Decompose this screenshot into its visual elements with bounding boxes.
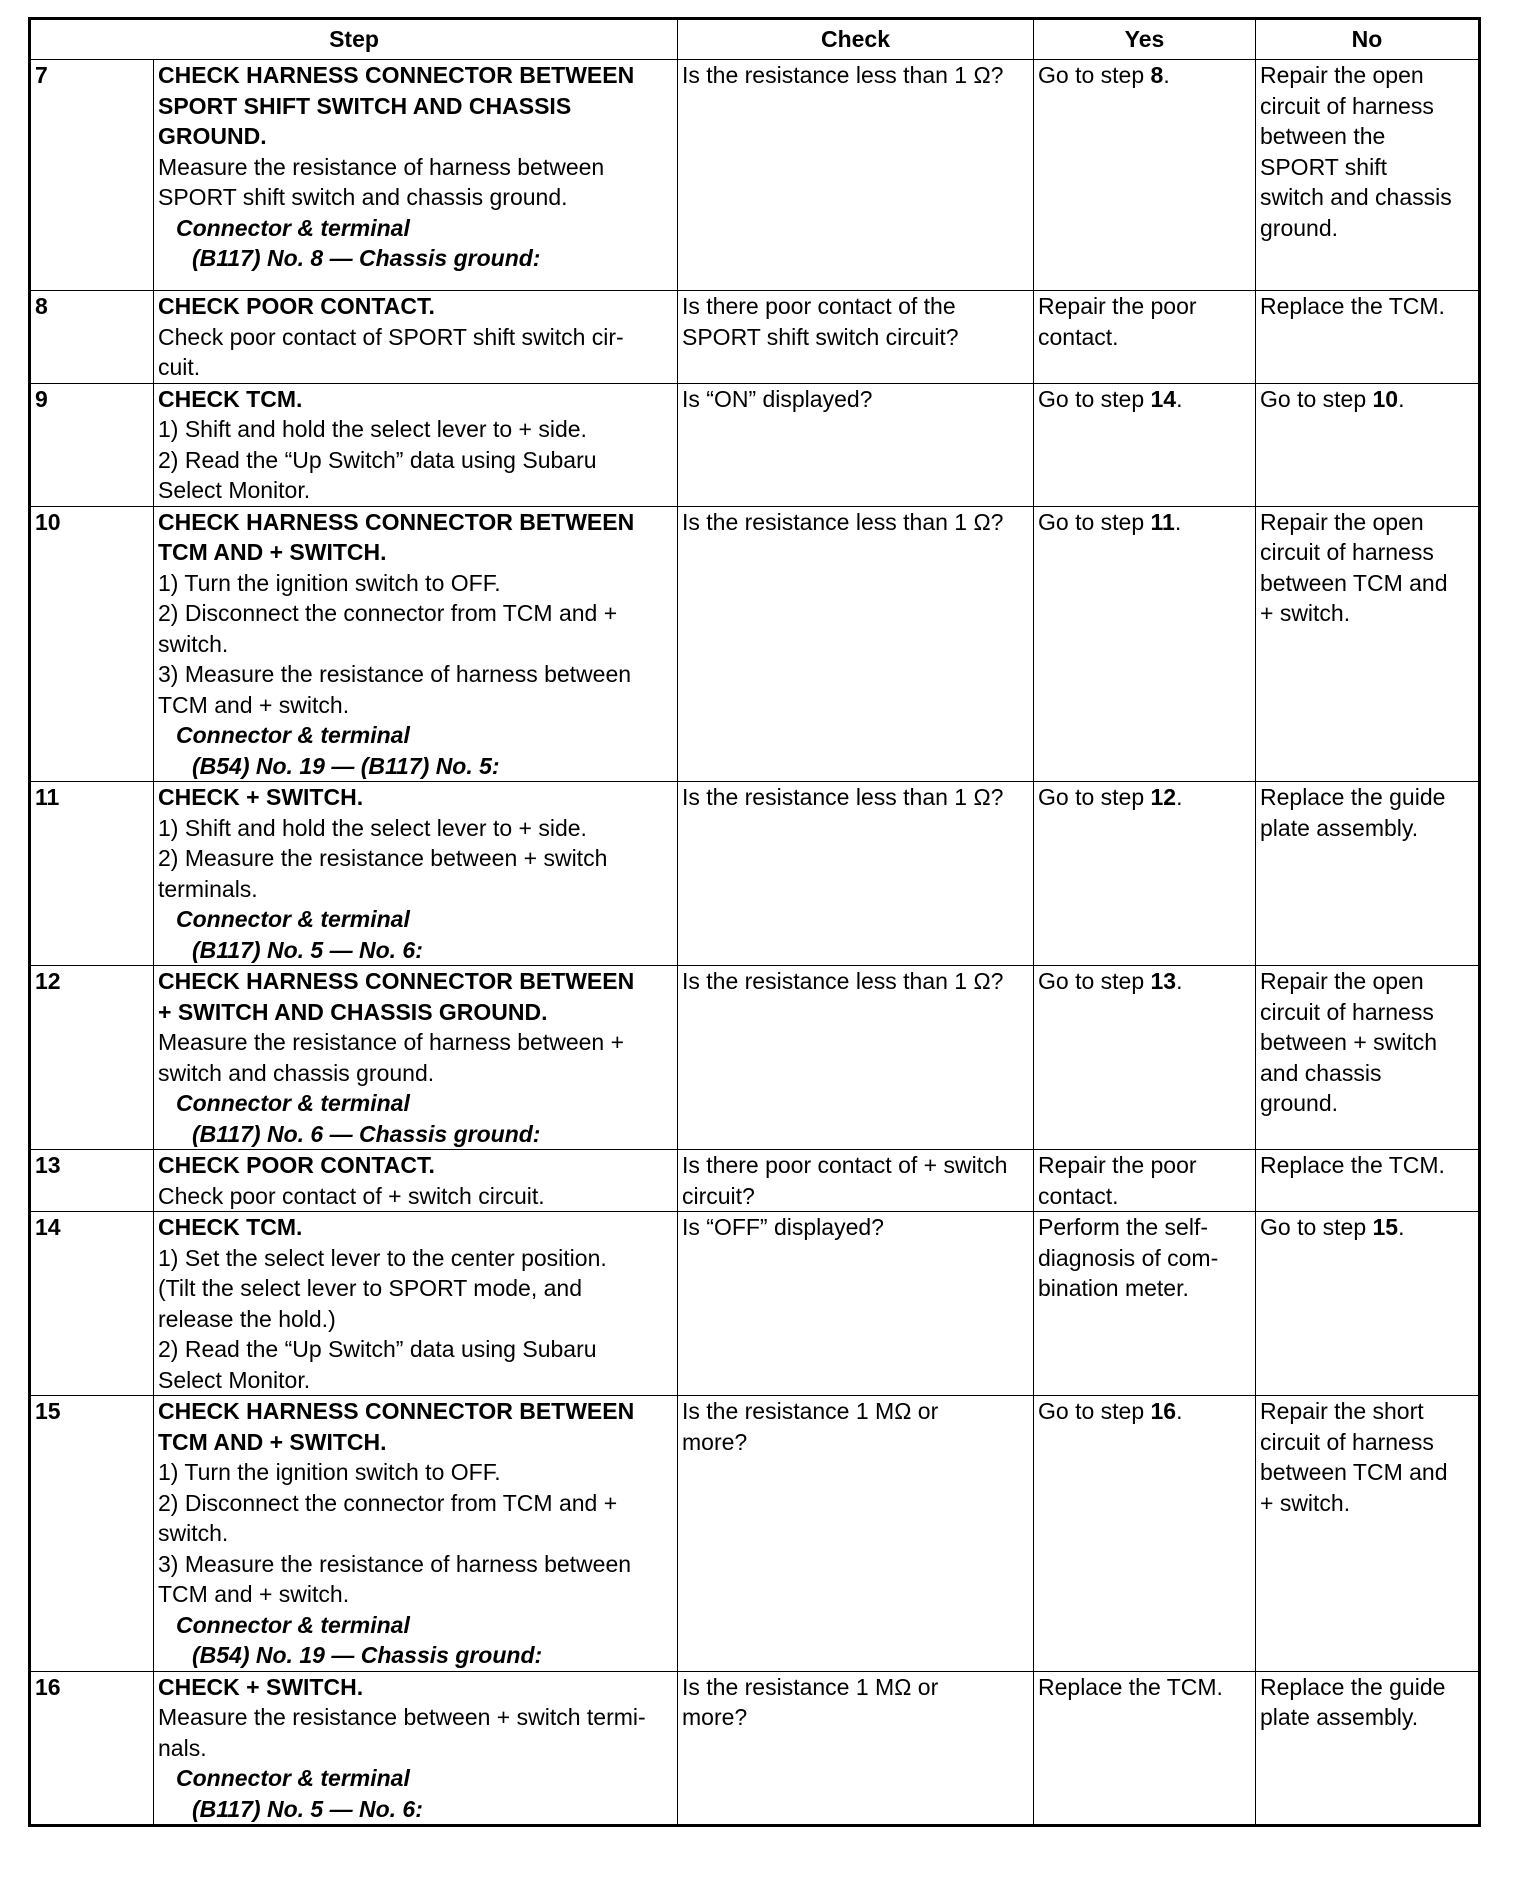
no-go-to-text: Go to step [1260, 1214, 1373, 1240]
connector-terminal-value: (B117) No. 6 — Chassis ground: [192, 1120, 541, 1147]
check-line: Is “OFF” displayed? [682, 1214, 884, 1240]
yes-line: bination meter. [1038, 1275, 1189, 1301]
step-number: 15 [30, 1396, 154, 1672]
no-line: Repair the open [1260, 62, 1424, 88]
step-description [154, 291, 678, 384]
yes-line: Repair the poor [1038, 1152, 1197, 1178]
check-line: Is the resistance less than 1 Ω? [682, 784, 1004, 810]
step-number: 16 [30, 1671, 154, 1826]
connector-label: Connector & terminal [176, 906, 410, 932]
step-body-line: switch. [158, 1520, 229, 1546]
check-cell [678, 1212, 1034, 1396]
no-go-to-text: Go to step [1260, 385, 1373, 412]
yes-cell [1034, 1671, 1256, 1826]
no-cell [1256, 291, 1480, 384]
step-body-line: 1) Shift and hold the select lever to + side. [158, 814, 587, 841]
no-cell [1256, 60, 1480, 291]
table-row [30, 1150, 1480, 1212]
no-line: between + switch [1260, 1029, 1438, 1055]
check-line: more? [682, 1428, 748, 1455]
step-body-line: 1) Set the select lever to the center position. [158, 1244, 607, 1271]
table-row [30, 782, 1480, 966]
step-title-line: CHECK HARNESS CONNECTOR BETWEEN [158, 1398, 635, 1424]
no-line: SPORT shift [1260, 153, 1387, 180]
step-title-line: CHECK TCM. [158, 1214, 303, 1240]
connector-terminal-value: (B117) No. 5 — No. 6: [192, 936, 423, 963]
yes-step-ref: 11 [1150, 508, 1175, 535]
yes-cell [1034, 1150, 1256, 1212]
yes-suffix: . [1176, 968, 1183, 994]
yes-line: contact. [1038, 323, 1119, 350]
step-number: 9 [30, 383, 154, 506]
connector-terminal-value: (B117) No. 8 — Chassis ground: [192, 245, 541, 271]
yes-line: contact. [1038, 1182, 1119, 1209]
step-body-line: 2) Disconnect the connector from TCM and + [158, 1489, 618, 1516]
yes-step-ref: 13 [1150, 968, 1177, 994]
no-cell [1256, 506, 1480, 782]
no-suffix: . [1398, 385, 1405, 412]
no-line: Repair the short [1260, 1398, 1424, 1424]
step-body-line: Measure the resistance of harness between + [158, 1029, 625, 1055]
no-go-to-step [1260, 384, 1474, 415]
header-yes: Yes [1034, 19, 1256, 60]
no-line: switch and chassis [1260, 184, 1452, 210]
table-row [30, 291, 1480, 384]
no-step-ref: 15 [1372, 1214, 1399, 1240]
yes-suffix: . [1176, 385, 1183, 412]
connector-label: Connector & terminal [176, 1611, 410, 1638]
check-line: Is the resistance 1 MΩ or [682, 1398, 939, 1424]
check-cell [678, 1671, 1034, 1826]
table-row [30, 966, 1480, 1150]
step-title-line: SPORT SHIFT SWITCH AND CHASSIS [158, 92, 572, 119]
step-title-line: TCM AND + SWITCH. [158, 539, 387, 565]
table-row [30, 383, 1480, 506]
step-body-line: TCM and + switch. [158, 1581, 350, 1607]
yes-go-to-text: Go to step [1038, 1398, 1151, 1424]
step-title-line: CHECK POOR CONTACT. [158, 293, 435, 319]
no-step-ref: 10 [1372, 385, 1399, 412]
step-title-line: TCM AND + SWITCH. [158, 1428, 387, 1455]
step-body-line: 2) Read the “Up Switch” data using Subaru [158, 1336, 597, 1362]
check-cell [678, 966, 1034, 1150]
no-line: Replace the TCM. [1260, 1152, 1445, 1178]
step-title-line: CHECK TCM. [158, 385, 303, 412]
connector-label: Connector & terminal [176, 1765, 410, 1791]
no-cell [1256, 1671, 1480, 1826]
step-title-line: GROUND. [158, 123, 267, 149]
step-number: 12 [30, 966, 154, 1150]
yes-suffix: . [1163, 62, 1170, 88]
step-description [154, 60, 678, 291]
check-cell [678, 506, 1034, 782]
yes-step-ref: 12 [1150, 784, 1177, 810]
yes-go-to-text: Go to step [1038, 62, 1151, 88]
step-title-line: CHECK HARNESS CONNECTOR BETWEEN [158, 62, 635, 88]
step-number: 8 [30, 291, 154, 384]
no-cell [1256, 1396, 1480, 1672]
step-body-line: 3) Measure the resistance of harness between [158, 1550, 632, 1577]
step-number: 10 [30, 506, 154, 782]
yes-go-to-step [1038, 782, 1251, 813]
connector-label: Connector & terminal [176, 1090, 410, 1116]
step-title-line: CHECK POOR CONTACT. [158, 1152, 435, 1178]
step-description [154, 383, 678, 506]
step-body-line: Measure the resistance of harness between [158, 153, 605, 180]
table-row [30, 1396, 1480, 1672]
yes-go-to-step [1038, 507, 1251, 538]
check-cell [678, 383, 1034, 506]
check-line: Is the resistance less than 1 Ω? [682, 968, 1004, 994]
step-body-line: release the hold.) [158, 1305, 336, 1332]
no-cell [1256, 383, 1480, 506]
no-line: ground. [1260, 1090, 1339, 1116]
yes-go-to-text: Go to step [1038, 508, 1151, 535]
yes-line: Replace the TCM. [1038, 1673, 1223, 1700]
yes-cell [1034, 383, 1256, 506]
step-number: 13 [30, 1150, 154, 1212]
table-row [30, 506, 1480, 782]
yes-step-ref: 16 [1150, 1398, 1177, 1424]
no-line: Repair the open [1260, 508, 1424, 535]
connector-label: Connector & terminal [176, 722, 410, 748]
step-body-line: 3) Measure the resistance of harness between [158, 661, 632, 687]
step-body-line: 2) Disconnect the connector from TCM and + [158, 600, 618, 626]
no-line: Repair the open [1260, 968, 1424, 994]
no-line: circuit of harness [1260, 1428, 1434, 1455]
no-line: circuit of harness [1260, 92, 1434, 119]
yes-cell [1034, 782, 1256, 966]
step-body-line: 2) Read the “Up Switch” data using Subaru [158, 446, 597, 473]
step-description [154, 782, 678, 966]
yes-cell [1034, 1396, 1256, 1672]
step-body-line: Check poor contact of + switch circuit. [158, 1182, 545, 1209]
no-line: circuit of harness [1260, 998, 1434, 1025]
header-no: No [1256, 19, 1480, 60]
no-line: Replace the TCM. [1260, 293, 1445, 319]
no-suffix: . [1398, 1214, 1405, 1240]
step-body-line: 2) Measure the resistance between + switch [158, 845, 608, 871]
step-body-line: Check poor contact of SPORT shift switch cir- [158, 323, 624, 350]
yes-go-to-step [1038, 1396, 1251, 1427]
check-line: Is the resistance less than 1 Ω? [682, 508, 1004, 535]
no-cell [1256, 1150, 1480, 1212]
connector-terminal-value: (B54) No. 19 — (B117) No. 5: [192, 752, 500, 779]
no-line: ground. [1260, 214, 1339, 241]
connector-terminal-value: (B117) No. 5 — No. 6: [192, 1795, 423, 1822]
yes-go-to-text: Go to step [1038, 968, 1151, 994]
no-cell [1256, 1212, 1480, 1396]
check-line: Is there poor contact of the [682, 293, 956, 319]
header-check: Check [678, 19, 1034, 60]
step-body-line: Select Monitor. [158, 477, 311, 503]
connector-label: Connector & terminal [176, 214, 410, 241]
step-title-line: CHECK + SWITCH. [158, 1673, 364, 1700]
yes-line: diagnosis of com- [1038, 1244, 1219, 1271]
connector-terminal-value: (B54) No. 19 — Chassis ground: [192, 1642, 543, 1668]
step-body-line: TCM and + switch. [158, 691, 350, 718]
no-line: plate assembly. [1260, 814, 1419, 841]
check-cell [678, 291, 1034, 384]
yes-line: Perform the self- [1038, 1214, 1208, 1240]
no-cell [1256, 966, 1480, 1150]
yes-line: Repair the poor [1038, 293, 1197, 319]
no-line: + switch. [1260, 1489, 1351, 1516]
yes-go-to-step [1038, 60, 1251, 91]
no-line: Replace the guide [1260, 784, 1446, 810]
step-body-line: Measure the resistance between + switch termi- [158, 1704, 646, 1730]
check-line: SPORT shift switch circuit? [682, 323, 959, 350]
no-go-to-step [1260, 1212, 1474, 1243]
step-title-line: CHECK HARNESS CONNECTOR BETWEEN [158, 968, 635, 994]
step-number: 11 [30, 782, 154, 966]
check-cell [678, 782, 1034, 966]
step-body-line: (Tilt the select lever to SPORT mode, and [158, 1275, 582, 1301]
step-body-line: nals. [158, 1734, 207, 1761]
no-line: between TCM and [1260, 569, 1448, 596]
check-cell [678, 1396, 1034, 1672]
step-body-line: cuit. [158, 354, 201, 380]
check-line: Is the resistance less than 1 Ω? [682, 62, 1004, 88]
check-line: Is “ON” displayed? [682, 385, 873, 412]
step-body-line: switch and chassis ground. [158, 1059, 435, 1086]
step-description [154, 506, 678, 782]
step-number: 7 [30, 60, 154, 291]
check-cell [678, 1150, 1034, 1212]
step-title-line: CHECK + SWITCH. [158, 784, 364, 810]
yes-go-to-step [1038, 384, 1251, 415]
step-description [154, 966, 678, 1150]
step-body-line: 1) Shift and hold the select lever to + side. [158, 416, 587, 442]
yes-suffix: . [1176, 1398, 1183, 1424]
check-line: circuit? [682, 1182, 755, 1209]
no-line: between TCM and [1260, 1459, 1448, 1485]
step-description [154, 1671, 678, 1826]
yes-suffix: . [1176, 784, 1183, 810]
step-body-line: switch. [158, 630, 229, 657]
yes-cell [1034, 966, 1256, 1150]
no-line: + switch. [1260, 600, 1351, 626]
check-line: more? [682, 1704, 748, 1730]
yes-cell [1034, 1212, 1256, 1396]
no-line: plate assembly. [1260, 1704, 1419, 1730]
table-header-row [30, 19, 1480, 60]
step-title-line: CHECK HARNESS CONNECTOR BETWEEN [158, 508, 635, 535]
step-body-line: Select Monitor. [158, 1366, 311, 1393]
step-number: 14 [30, 1212, 154, 1396]
check-line: Is the resistance 1 MΩ or [682, 1673, 939, 1700]
no-line: Replace the guide [1260, 1673, 1446, 1700]
diagnostic-procedure-document [28, 17, 1478, 1827]
table-row [30, 60, 1480, 291]
check-cell [678, 60, 1034, 291]
yes-step-ref: 8 [1150, 62, 1164, 88]
header-step: Step [30, 19, 678, 60]
step-description [154, 1212, 678, 1396]
no-cell [1256, 782, 1480, 966]
no-line: between the [1260, 123, 1386, 149]
yes-go-to-text: Go to step [1038, 385, 1151, 412]
yes-cell [1034, 291, 1256, 384]
step-description [154, 1150, 678, 1212]
yes-step-ref: 14 [1150, 385, 1177, 412]
yes-cell [1034, 60, 1256, 291]
step-body-line: 1) Turn the ignition switch to OFF. [158, 569, 501, 596]
step-description [154, 1396, 678, 1672]
no-line: and chassis [1260, 1059, 1382, 1086]
yes-suffix: . [1174, 508, 1182, 535]
table-row [30, 1212, 1480, 1396]
step-body-line: terminals. [158, 875, 258, 902]
yes-cell [1034, 506, 1256, 782]
step-title-line: + SWITCH AND CHASSIS GROUND. [158, 998, 548, 1025]
yes-go-to-step [1038, 966, 1251, 997]
step-body-line: SPORT shift switch and chassis ground. [158, 184, 568, 210]
check-line: Is there poor contact of + switch [682, 1152, 1008, 1178]
yes-go-to-text: Go to step [1038, 784, 1151, 810]
no-line: circuit of harness [1260, 539, 1434, 565]
table-row [30, 1671, 1480, 1826]
diagnostic-table [28, 17, 1481, 1827]
step-body-line: 1) Turn the ignition switch to OFF. [158, 1459, 501, 1485]
